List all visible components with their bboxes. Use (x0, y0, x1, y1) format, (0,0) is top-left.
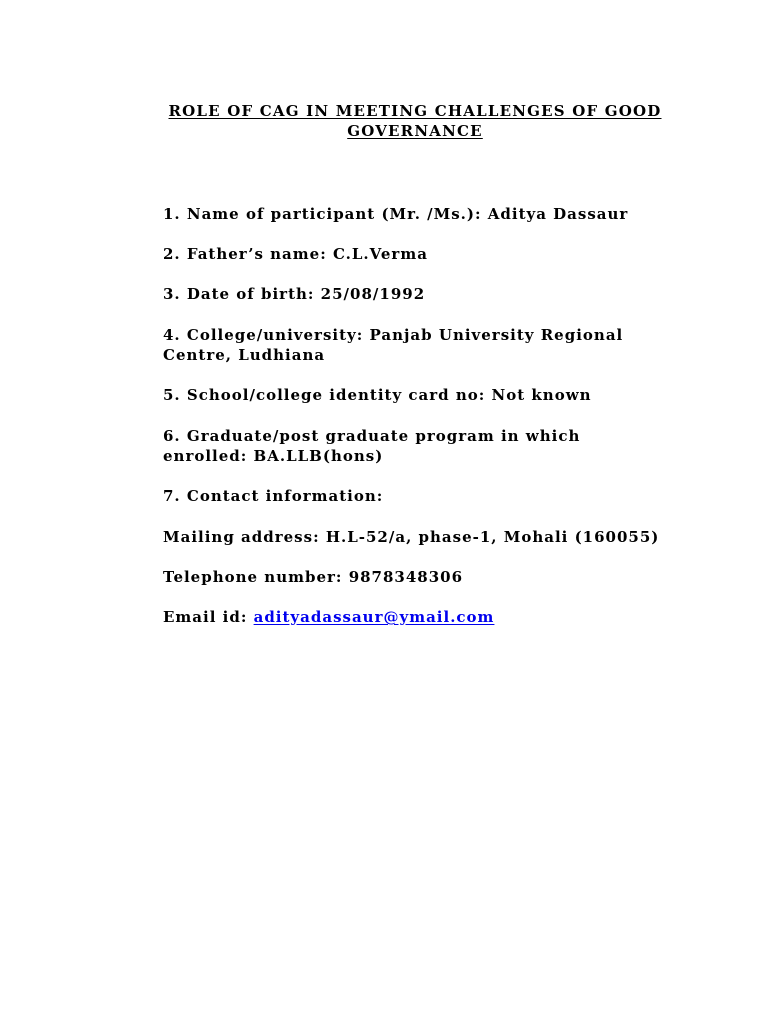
participant-name-label: 1. Name of participant (Mr. /Ms.): (163, 205, 488, 223)
identity-card-value: Not known (491, 386, 592, 404)
email-link[interactable]: adityadassaur@ymail.com (253, 608, 495, 626)
date-of-birth-value: 25/08/1992 (320, 285, 426, 303)
participant-name-field (163, 204, 683, 224)
telephone-label: Telephone number: (163, 568, 349, 586)
college-value: Panjab University Regional Centre, Ludhiana (163, 326, 624, 364)
college-field (163, 325, 678, 365)
father-name-label: 2. Father’s name: (163, 245, 333, 263)
contact-info-label: 7. Contact information: (163, 487, 384, 505)
identity-card-label: 5. School/college identity card no: (163, 386, 492, 404)
email-label: Email id: (163, 608, 254, 626)
father-name-field (163, 244, 683, 264)
father-name-value: C.L.Verma (332, 245, 428, 263)
date-of-birth-label: 3. Date of birth: (163, 285, 321, 303)
date-of-birth-field (163, 284, 683, 304)
participant-name-value: Aditya Dassaur (487, 205, 629, 223)
identity-card-field (163, 385, 683, 405)
program-label: 6. Graduate/post graduate program in which enrolled: (163, 427, 581, 465)
mailing-address-value: H.L-52/a, phase-1, Mohali (160055) (325, 528, 660, 546)
document-title: ROLE OF CAG IN MEETING CHALLENGES OF GOOD GOVERNANCE (168, 102, 662, 140)
mailing-address-label: Mailing address: (163, 528, 326, 546)
telephone-value: 9878348306 (348, 568, 464, 586)
college-label: 4. College/university: (163, 326, 370, 344)
program-field (163, 426, 653, 466)
contact-info-heading (163, 486, 683, 506)
telephone-field (163, 567, 683, 587)
mailing-address-field (163, 527, 683, 547)
email-field (163, 607, 683, 627)
program-value: BA.LLB(hons) (253, 447, 384, 465)
